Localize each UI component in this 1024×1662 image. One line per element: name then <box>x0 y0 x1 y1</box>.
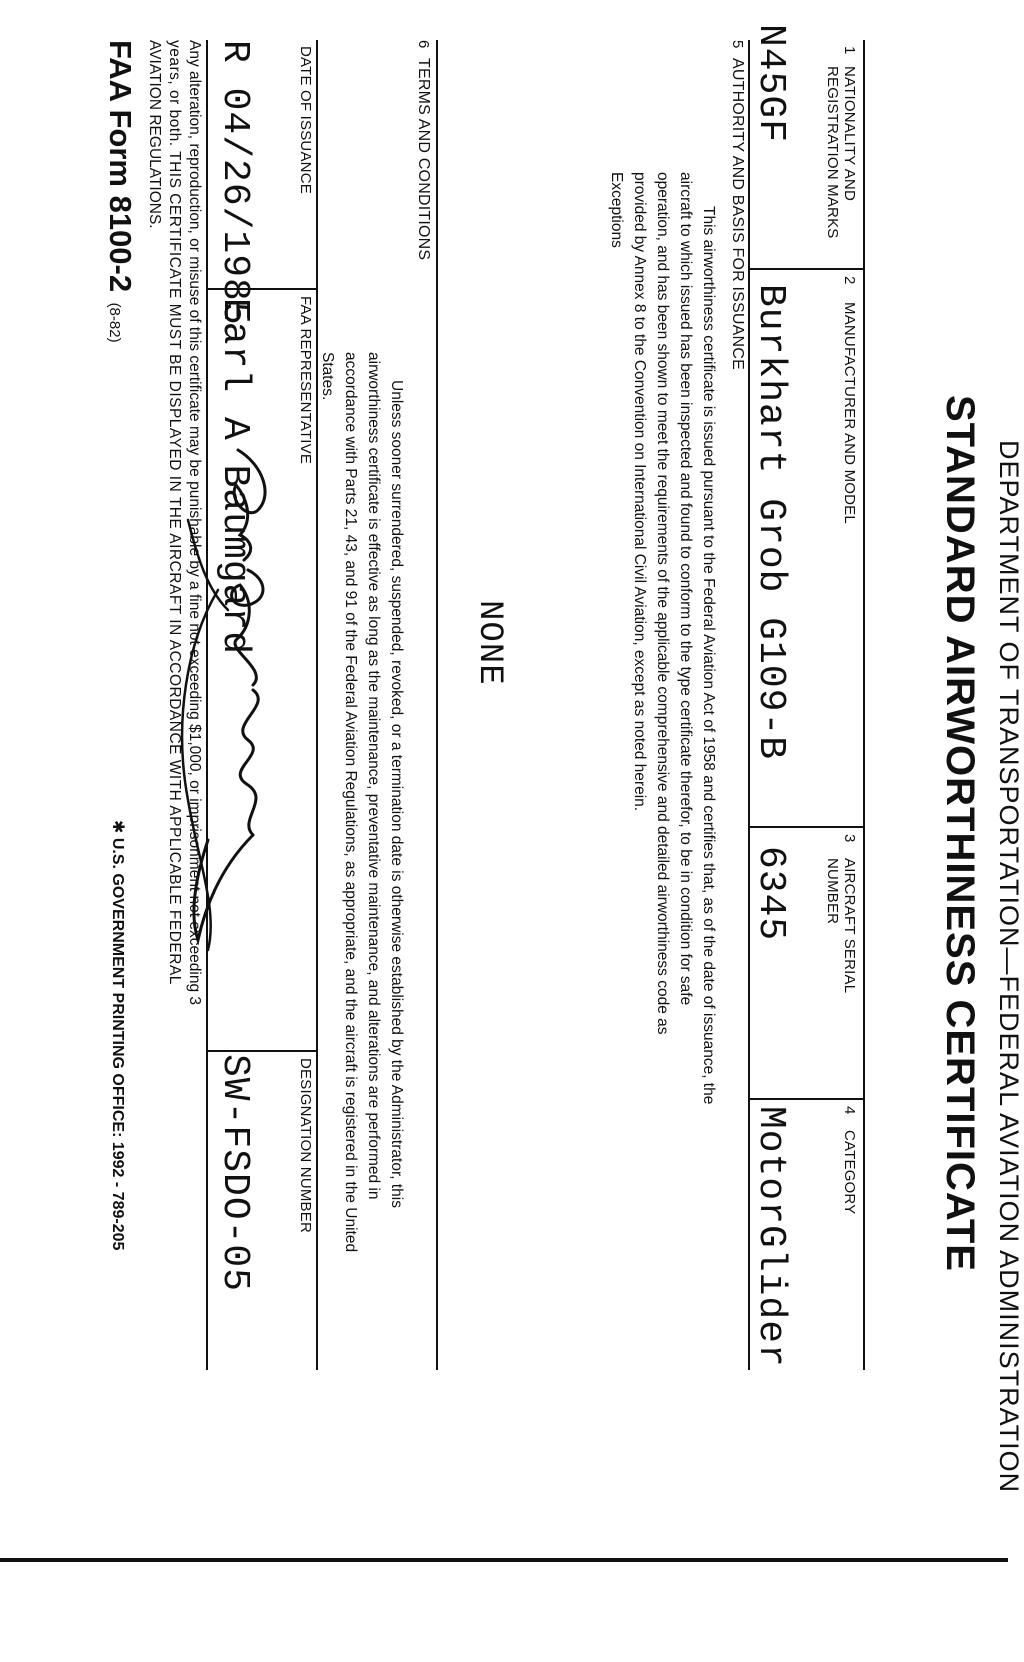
warning-line-1: Any alteration, reproduction, or misuse of this certificate may be punishable by a fine not exceeding $1,000, or imprisonment not exceeding 3 <box>186 40 203 1005</box>
authority-line-2: aircraft to which issued has been inspected and found to conform to the type certificate therefor, to be in condition for safe <box>677 172 694 1006</box>
manufacturer-model-value: Burkhart Grob G109-B <box>749 284 792 761</box>
designation-number-value: SW-FSDO-05 <box>213 1054 256 1293</box>
authority-line-3: operation, and has been shown to meet the requirements of the applicable comprehensive and detailed airworthiness code as <box>654 172 671 1035</box>
faa-representative-value: Earl A Baumgard <box>213 298 256 656</box>
field-1-label <box>824 66 858 239</box>
printing-office-line: ✱ U.S. GOVERNMENT PRINTING OFFICE: 1992 - 789-205 <box>109 820 126 1251</box>
field-1-number: 1 <box>841 46 858 55</box>
warning-text <box>144 40 204 1370</box>
field-3-number: 3 <box>841 834 858 843</box>
warning-line-3: AVIATION REGULATIONS. <box>146 40 163 229</box>
terms-line-2: airworthiness certificate is effective as long as the maintenance, preventative maintenance, and alterations are performed in <box>365 352 382 1200</box>
terms-line-4: States. <box>319 352 336 401</box>
section-6-rule <box>436 40 438 1370</box>
registration-marks-value: N45GF <box>749 24 792 144</box>
exceptions-label: Exceptions <box>608 172 625 248</box>
field-1-label-line2: REGISTRATION MARKS <box>824 66 841 239</box>
field-3-label <box>824 858 858 993</box>
field-divider-2 <box>750 826 865 828</box>
date-of-issuance-label: DATE OF ISSUANCE <box>297 46 314 194</box>
field-2-label: MANUFACTURER AND MODEL <box>841 302 858 524</box>
field-3-label-line1: AIRCRAFT SERIAL <box>841 858 858 994</box>
section-6-heading: TERMS AND CONDITIONS <box>415 58 432 261</box>
field-1-label-line1: NATIONALITY AND <box>841 66 858 201</box>
field-divider-1 <box>750 268 865 270</box>
form-name <box>102 40 138 343</box>
authority-line-4: provided by Annex 8 to the Convention on International Civil Aviation, except as noted herein. <box>631 172 648 812</box>
field-2-number: 2 <box>841 276 858 285</box>
date-of-issuance-value: R 04/26/1985 <box>213 40 256 326</box>
category-value: MotorGlider <box>749 1106 792 1368</box>
field-divider-3 <box>750 1098 865 1100</box>
issuance-divider-2 <box>208 1050 318 1052</box>
terms-line-3: accordance with Parts 21, 43, and 91 of the Federal Aviation Regulations, as appropriate, and the aircraft is registered in the United <box>342 352 359 1253</box>
form-date: (8-82) <box>106 302 123 343</box>
page-edge-rule <box>0 1558 1008 1562</box>
section-5-heading: AUTHORITY AND BASIS FOR ISSUANCE <box>729 58 746 370</box>
form-number: FAA Form 8100-2 <box>103 40 138 293</box>
serial-number-value: 6345 <box>749 846 792 942</box>
warning-line-2: years, or both. THIS CERTIFICATE MUST BE DISPLAYED IN THE AIRCRAFT IN ACCORDANCE WITH APPLICABLE FEDERAL <box>166 40 183 985</box>
authority-line-1: This airworthiness certificate is issued pursuant to the Federal Aviation Act of 1958 and certifies that, as of the date of issuance, the <box>700 206 717 1105</box>
exceptions-value: NONE <box>470 600 508 686</box>
terms-line-1: Unless sooner surrendered, suspended, revoked, or a termination date is otherwise established by the Administrator, this <box>388 380 405 1208</box>
field-4-number: 4 <box>841 1106 858 1115</box>
section-6-number: 6 <box>415 40 432 49</box>
box-top-rule <box>863 40 865 1370</box>
field-4-label: CATEGORY <box>841 1130 858 1215</box>
certificate-title: STANDARD AIRWORTHINESS CERTIFICATE <box>938 395 982 1272</box>
designation-number-label: DESIGNATION NUMBER <box>297 1058 314 1234</box>
faa-representative-label: FAA REPRESENTATIVE <box>297 296 314 465</box>
field-3-label-line2: NUMBER <box>824 858 841 925</box>
department-header: DEPARTMENT OF TRANSPORTATION—FEDERAL AVIATION ADMINISTRATION <box>994 440 1024 1494</box>
authority-text <box>605 86 720 1236</box>
section-5-number: 5 <box>729 40 746 49</box>
